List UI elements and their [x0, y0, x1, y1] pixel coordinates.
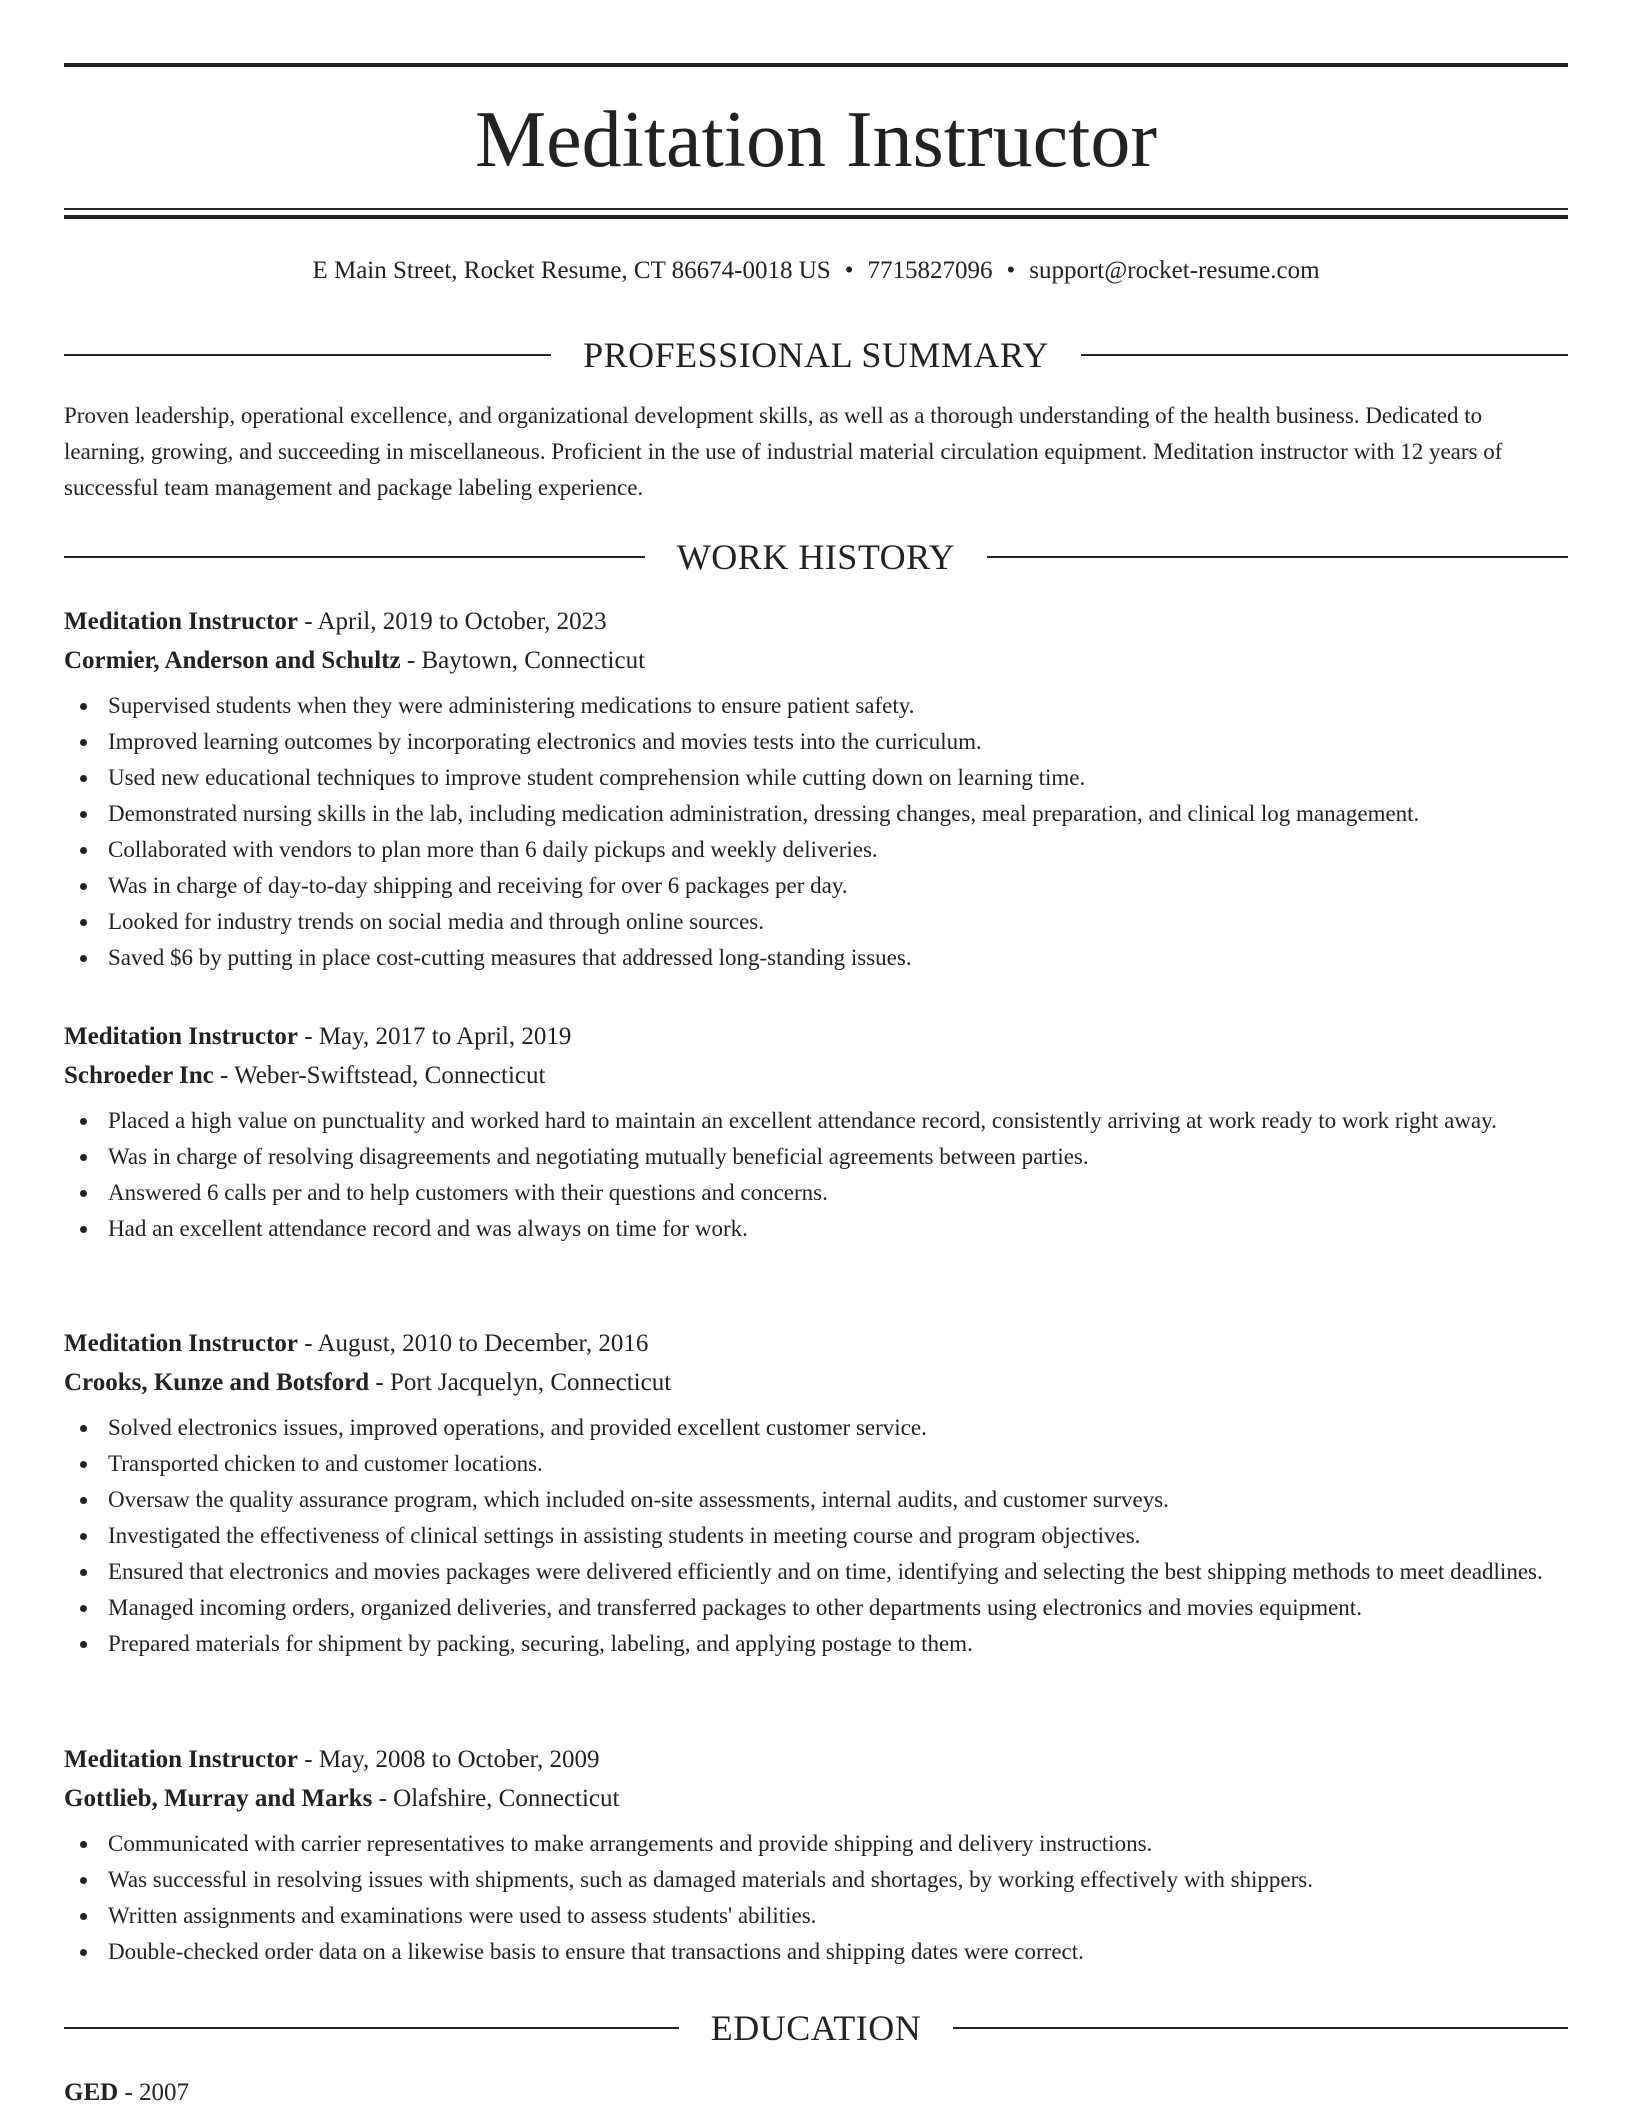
heading-rule	[953, 2027, 1568, 2029]
contact-email: support@rocket-resume.com	[1029, 257, 1320, 284]
job-bullet: Looked for industry trends on social media and through online sources.	[108, 904, 1568, 940]
job-title: Meditation Instructor	[64, 1023, 298, 1050]
job-title-line	[64, 1324, 1568, 1363]
education-dash: -	[124, 2079, 133, 2106]
contact-separator: •	[844, 257, 854, 284]
education-degree: GED	[64, 2079, 119, 2106]
job-bullet: Was in charge of resolving disagreements and negotiating mutually beneficial agreements between parties.	[108, 1139, 1568, 1175]
job-company-line	[64, 641, 1568, 680]
section-title: PROFESSIONAL SUMMARY	[583, 335, 1049, 375]
job-bullet: Solved electronics issues, improved operations, and provided excellent customer service.	[108, 1410, 1568, 1446]
job-bullets	[64, 1826, 1568, 1970]
job-bullet: Written assignments and examinations were used to assess students' abilities.	[108, 1898, 1568, 1934]
job-location: Olafshire, Connecticut	[393, 1785, 620, 1812]
job-entry	[64, 1740, 1568, 1970]
job-dash: -	[406, 647, 416, 674]
job-company: Cormier, Anderson and Schultz	[64, 647, 401, 674]
job-location: Baytown, Connecticut	[421, 647, 646, 674]
job-bullets	[64, 1410, 1568, 1662]
heading-rule	[1081, 354, 1568, 356]
job-bullet: Communicated with carrier representatives to make arrangements and provide shipping and delivery instructions.	[108, 1826, 1568, 1862]
job-bullet: Was in charge of day-to-day shipping and receiving for over 6 packages per day.	[108, 868, 1568, 904]
job-location: Port Jacquelyn, Connecticut	[389, 1369, 672, 1396]
section-heading-work	[64, 537, 1568, 577]
job-title: Meditation Instructor	[64, 1746, 298, 1773]
job-dash: -	[220, 1062, 229, 1089]
job-bullet: Placed a high value on punctuality and worked hard to maintain an excellent attendance record, consistently arriving at work ready to work right away.	[108, 1103, 1568, 1139]
name-rule-thin	[64, 208, 1568, 210]
job-title-line	[64, 1740, 1568, 1779]
job-entry	[64, 1017, 1568, 1247]
section-title: WORK HISTORY	[676, 537, 956, 577]
job-bullet: Managed incoming orders, organized deliveries, and transferred packages to other departments using electronics and movies equipment.	[108, 1590, 1568, 1626]
contact-separator: •	[1006, 257, 1016, 284]
job-bullets	[64, 688, 1568, 976]
job-dash: -	[304, 1023, 313, 1050]
job-bullet: Collaborated with vendors to plan more than 6 daily pickups and weekly deliveries.	[108, 832, 1568, 868]
job-title: Meditation Instructor	[64, 1330, 298, 1357]
job-bullet: Prepared materials for shipment by packing, securing, labeling, and applying postage to them.	[108, 1626, 1568, 1662]
job-title: Meditation Instructor	[64, 608, 298, 635]
section-title: EDUCATION	[710, 2008, 922, 2048]
job-dates: April, 2019 to October, 2023	[317, 608, 607, 635]
job-company-line	[64, 1363, 1568, 1402]
job-dates: August, 2010 to December, 2016	[317, 1330, 649, 1357]
heading-rule	[987, 556, 1568, 558]
job-bullet: Demonstrated nursing skills in the lab, including medication administration, dressing changes, meal preparation, and clinical log management.	[108, 796, 1568, 832]
job-bullet: Double-checked order data on a likewise basis to ensure that transactions and shipping dates were correct.	[108, 1934, 1568, 1970]
job-bullet: Supervised students when they were administering medications to ensure patient safety.	[108, 688, 1568, 724]
job-company: Gottlieb, Murray and Marks	[64, 1785, 373, 1812]
resume-name: Meditation Instructor	[474, 96, 1158, 184]
job-bullet: Investigated the effectiveness of clinical settings in assisting students in meeting course and program objectives.	[108, 1518, 1568, 1554]
job-dash: -	[304, 1746, 313, 1773]
name-rule-thick	[64, 215, 1568, 219]
job-bullet: Had an excellent attendance record and was always on time for work.	[108, 1211, 1568, 1247]
summary-text: Proven leadership, operational excellence, and organizational development skills, as well as a thorough understanding of the health business. Dedicated to learning, growing, and succeeding in miscellaneous. Proficient in the use of industrial material circulation equipment. Meditation instructor with 12 years of successful team management and package labeling experience.	[64, 403, 1503, 500]
job-bullet: Oversaw the quality assurance program, which included on-site assessments, internal audits, and customer surveys.	[108, 1482, 1568, 1518]
job-dash: -	[304, 608, 313, 635]
education-year: 2007	[139, 2079, 190, 2106]
job-title-line	[64, 602, 1568, 641]
job-entry	[64, 1324, 1568, 1662]
section-heading-summary	[64, 335, 1568, 375]
job-dash: -	[378, 1785, 387, 1812]
section-heading-education	[64, 2008, 1568, 2048]
top-rule	[64, 63, 1568, 67]
job-company: Schroeder Inc	[64, 1062, 214, 1089]
job-dates: May, 2017 to April, 2019	[318, 1023, 572, 1050]
contact-line	[64, 255, 1568, 287]
contact-address: E Main Street, Rocket Resume, CT 86674-0018 US	[312, 257, 831, 284]
job-dates: May, 2008 to October, 2009	[318, 1746, 600, 1773]
job-company-line	[64, 1056, 1568, 1095]
job-company-line	[64, 1779, 1568, 1818]
job-bullets	[64, 1103, 1568, 1247]
job-bullet: Improved learning outcomes by incorporating electronics and movies tests into the curriculum.	[108, 724, 1568, 760]
job-bullet: Was successful in resolving issues with shipments, such as damaged materials and shortages, by working effectively with shippers.	[108, 1862, 1568, 1898]
job-dash: -	[375, 1369, 384, 1396]
job-bullet: Saved $6 by putting in place cost-cutting measures that addressed long-standing issues.	[108, 940, 1568, 976]
job-bullet: Ensured that electronics and movies packages were delivered efficiently and on time, identifying and selecting the best shipping methods to meet deadlines.	[108, 1554, 1568, 1590]
job-title-line	[64, 1017, 1568, 1056]
heading-rule	[64, 556, 645, 558]
job-company: Crooks, Kunze and Botsford	[64, 1369, 370, 1396]
heading-rule	[64, 2027, 679, 2029]
job-location: Weber-Swiftstead, Connecticut	[234, 1062, 546, 1089]
education-entry	[64, 2074, 189, 2112]
job-bullet: Used new educational techniques to improve student comprehension while cutting down on learning time.	[108, 760, 1568, 796]
job-dash: -	[304, 1330, 313, 1357]
contact-phone: 7715827096	[867, 257, 993, 284]
job-entry	[64, 602, 1568, 976]
job-bullet: Answered 6 calls per and to help customers with their questions and concerns.	[108, 1175, 1568, 1211]
heading-rule	[64, 354, 551, 356]
job-bullet: Transported chicken to and customer locations.	[108, 1446, 1568, 1482]
